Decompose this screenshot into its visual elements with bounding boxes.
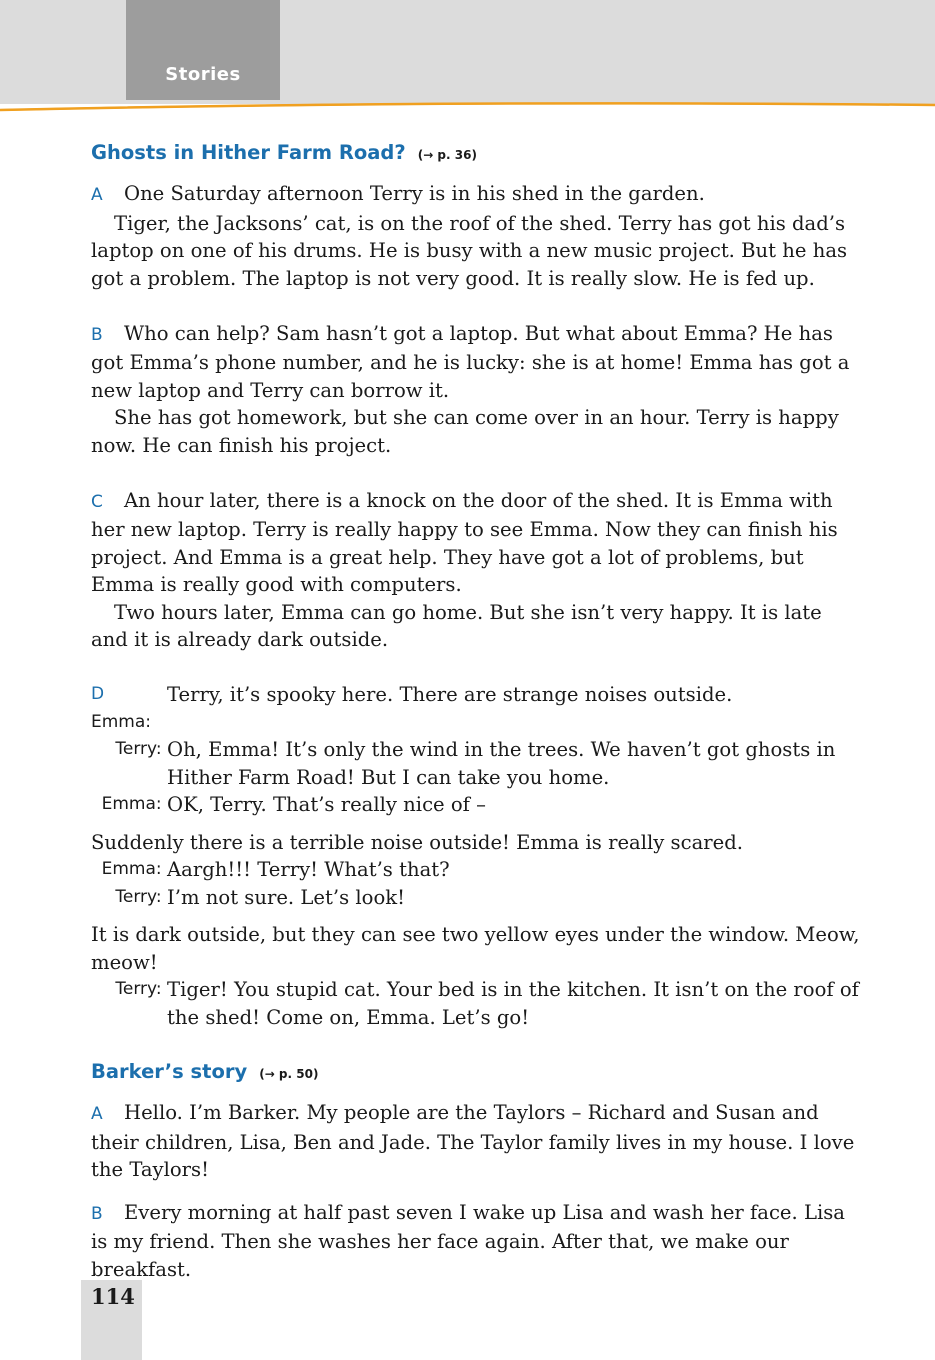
dialogue-text: I’m not sure. Let’s look! bbox=[167, 885, 405, 909]
dialogue-speaker: Emma: bbox=[91, 711, 152, 732]
section-letter: B bbox=[91, 1203, 103, 1224]
narration: It is dark outside, but they can see two yellow eyes under the window. Meow, meow! bbox=[91, 923, 860, 974]
dialogue-line bbox=[91, 681, 861, 736]
section-tab bbox=[126, 0, 280, 100]
dialogue-speaker-cell bbox=[91, 681, 167, 736]
story-title-text: Barker’s story bbox=[91, 1060, 248, 1083]
section-letter: A bbox=[91, 1104, 103, 1124]
dialogue-speaker-text: Terry: bbox=[115, 739, 162, 759]
dialogue-speaker bbox=[91, 791, 167, 819]
paragraph-a bbox=[91, 1099, 861, 1184]
dialogue-text: OK, Terry. That’s really nice of – bbox=[167, 793, 486, 816]
dialogue-speaker-text: Terry: bbox=[115, 886, 162, 907]
dialogue-speaker bbox=[91, 736, 167, 791]
dialogue-speaker bbox=[91, 884, 167, 912]
paragraph-text: Hello. I’m Barker. My people are the Taylors – Richard and Susan and their children, Lisa, Ben and Jade. The Taylor family lives in my house. I love the Taylors! bbox=[91, 1101, 855, 1181]
page-reference: (→ p. 50) bbox=[259, 1067, 319, 1081]
section-letter: C bbox=[91, 491, 103, 512]
page-reference: (→ p. 36) bbox=[417, 148, 477, 162]
dialogue-text: Aargh!!! Terry! What’s that? bbox=[167, 858, 450, 881]
dialogue-text: Oh, Emma! It’s only the wind in the trees. We haven’t got ghosts in Hither Farm Road! But I can take you home. bbox=[167, 738, 836, 789]
paragraph-a-continued: Tiger, the Jacksons’ cat, is on the roof of the shed. Terry has got his dad’s laptop on one of his drums. He is busy with a new music project. But he has got a problem. The laptop is not very good. It is really slow. He is fed up. bbox=[91, 211, 848, 290]
dialogue-text: Terry, it’s spooky here. There are strange noises outside. bbox=[167, 683, 733, 706]
dialogue-line bbox=[91, 976, 861, 1031]
paragraph-c bbox=[91, 487, 861, 599]
page-number: 114 bbox=[91, 1284, 135, 1309]
paragraph-text: Who can help? Sam hasn’t got a laptop. But what about Emma? He has got Emma’s phone number, and he is lucky: she is at home! Emma has got a new laptop and Terry can borrow it. bbox=[91, 321, 850, 402]
story-title bbox=[91, 1057, 861, 1089]
dialogue-line bbox=[91, 856, 861, 884]
paragraph-c-continued: Two hours later, Emma can go home. But she isn’t very happy. It is late and it is already dark outside. bbox=[91, 600, 822, 651]
dialogue-line bbox=[91, 884, 861, 912]
paragraph-b bbox=[91, 1199, 861, 1284]
dialogue-speaker bbox=[91, 976, 167, 1031]
dialogue-speaker-text: Emma: bbox=[101, 859, 162, 879]
section-tab-label: Stories bbox=[165, 64, 241, 85]
paragraph-b-continued: She has got homework, but she can come over in an hour. Terry is happy now. He can finish his project. bbox=[91, 406, 839, 457]
paragraph-text: Every morning at half past seven I wake up Lisa and wash her face. Lisa is my friend. Then she washes her face again. After that, we make our breakfast. bbox=[91, 1200, 845, 1281]
story-title bbox=[91, 138, 861, 170]
page-header bbox=[0, 0, 935, 104]
header-orange-rule bbox=[0, 96, 935, 116]
dialogue-text: Tiger! You stupid cat. Your bed is in the kitchen. It isn’t on the roof of the shed! Come on, Emma. Let’s go! bbox=[167, 978, 859, 1029]
dialogue-speaker-text: Emma: bbox=[101, 794, 162, 814]
paragraph-a bbox=[91, 180, 861, 210]
dialogue-line bbox=[91, 791, 861, 819]
page-content bbox=[91, 138, 861, 1283]
section-letter: B bbox=[91, 324, 103, 345]
paragraph-text: One Saturday afternoon Terry is in his shed in the garden. bbox=[124, 182, 705, 205]
story-title-text: Ghosts in Hither Farm Road? bbox=[91, 141, 406, 164]
section-letter: D bbox=[91, 684, 105, 704]
dialogue-speaker bbox=[91, 856, 167, 884]
page-number-box bbox=[81, 1280, 142, 1360]
paragraph-b bbox=[91, 320, 861, 405]
dialogue-line bbox=[91, 736, 861, 791]
paragraph-text: An hour later, there is a knock on the door of the shed. It is Emma with her new laptop. Terry is really happy to see Emma. Now they can finish his project. And Emma is a great help. They have got a lot of problems, but Emma is really good with computers. bbox=[91, 488, 838, 596]
section-letter: A bbox=[91, 185, 103, 205]
narration: Suddenly there is a terrible noise outside! Emma is really scared. bbox=[91, 830, 743, 854]
dialogue-speaker-text: Terry: bbox=[115, 979, 162, 999]
